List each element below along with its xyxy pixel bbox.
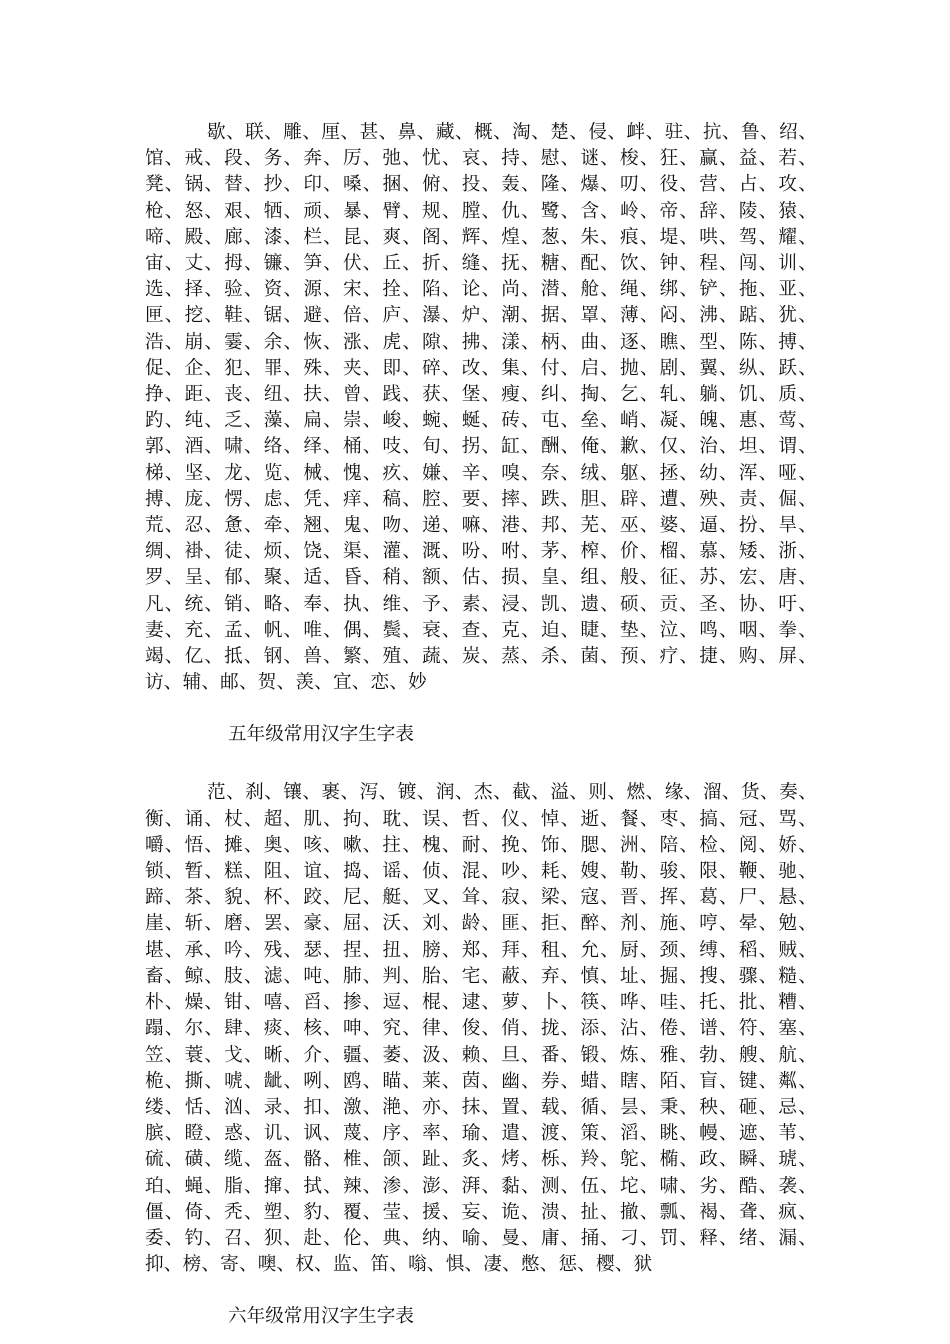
grade6-section-title: 六年级常用汉字生字表 — [228, 1306, 414, 1328]
grade5-section-title: 五年级常用汉字生字表 — [228, 724, 414, 746]
grade5-character-list: 范、刹、镶、裹、泻、镀、润、杰、截、溢、则、燃、缘、溜、货、奏、衡、诵、杖、超、肌、拘、耽、误、哲、仪、悼、逝、餐、枣、搞、冠、骂、嚼、悟、摊、奥、咳、嗽、拄、槐、耐、挽、饰、腮、洲、陪、检、阅、娇、锁、暂、糕、阻、谊、捣、谣、侦、混、吵、耗、嫂、勒、骏、限、鞭、驰、蹄、茶、貌、杯、跤、尼、艇、叉、耸、寂、梁、寇、晋、挥、葛、尸、悬、崖、斩、磨、罢、豪、屈、沃、刘、龄、匪、拒、醉、剂、施、哼、晕、勉、堪、承、吟、残、瑟、捏、扭、膀、郑、拜、租、允、厨、颈、缚、稻、贼、畜、鲸、肢、滤、吨、肺、判、胎、宅、蔽、弃、慎、址、掘、搜、骤、糙、朴、燥、钳、嘻、舀、掺、逗、棍、逮、萝、卜、筷、哗、哇、托、批、糟、蹋、尔、肆、痰、核、呻、究、律、俊、俏、拢、添、沾、倦、谱、符、塞、笠、蓑、戈、晰、介、疆、萎、汲、赖、旦、番、锻、炼、雅、勃、艘、航、桅、撕、唬、龇、咧、鸥、瞄、莱、茵、幽、券、蜡、瞎、陌、盲、键、粼、缕、恬、汹、录、扣、激、滟、亦、抹、置、载、循、昙、秉、秧、砸、忌、膑、瞪、惑、讥、讽、蔑、序、率、瑜、遣、渡、策、滔、眺、幔、遮、苇、硫、磺、缆、盔、骼、椎、颌、趾、炙、烤、栎、羚、鸵、椭、政、瞬、琥、珀、蝇、脂、撺、拭、辣、渗、澎、湃、黏、测、伍、坨、啸、劣、酷、袭、僵、倚、秃、塑、豹、覆、莹、援、妄、诡、溃、扯、撤、瓢、褐、聋、疯、委、钓、召、狈、赴、伦、典、纳、喻、曼、庸、捅、刁、罚、释、绪、漏、抑、榜、寄、噢、权、监、笛、嗡、惧、凄、憋、惩、樱、狱 — [145, 782, 817, 1276]
grade4-character-list: 歇、联、雕、厘、甚、鼻、藏、概、淘、楚、侵、衅、驻、抗、鲁、绍、馆、戒、段、务、奔、厉、弛、忧、哀、持、慰、谜、梭、狂、赢、益、若、凳、锅、替、抄、印、嗓、捆、俯、投、轰、隆、爆、叨、役、营、占、攻、枪、怒、艰、牺、顽、暴、臂、规、膛、仇、鹭、含、岭、帝、辞、陵、猿、啼、殿、廊、漆、栏、昆、爽、阁、辉、煌、葱、朱、痕、堤、哄、驾、耀、宙、丈、拇、镰、笋、伏、丘、折、缝、抚、糖、配、饮、钟、程、闯、训、选、择、验、资、源、宋、拴、陷、论、尚、潜、舱、绳、绑、铲、拖、亚、匣、挖、鞋、锯、避、倍、庐、瀑、炉、潮、据、罩、薄、闷、沸、踮、犹、浩、崩、霎、余、恢、涨、虎、隙、拂、漾、柄、曲、逐、瞧、型、陈、搏、促、企、犯、罪、殊、夹、即、碎、改、集、付、启、抛、剧、翼、纵、跃、挣、距、丧、纽、扶、曾、践、获、堡、瘦、纠、掏、乞、轧、躺、饥、质、趵、纯、乏、藻、扁、崇、峻、蜿、蜒、砖、屯、垒、峭、凝、魄、惠、莺、郭、酒、啸、络、绎、桶、吱、旬、拐、缸、酬、俺、歉、仅、治、坦、谓、梯、坚、龙、览、械、愧、疚、嫌、辛、嗅、奈、绒、躯、拯、幼、浑、哑、搏、庞、愣、虑、凭、痒、稿、腔、要、摔、跌、胆、辟、遭、殃、责、倔、荒、忍、惫、牵、翘、鬼、吻、递、嘛、港、邦、芜、巫、婆、逼、扮、旱、绸、褂、徒、烦、饶、渠、灌、溉、吩、咐、茅、榨、价、榴、慕、矮、浙、罗、呈、郁、聚、适、昏、稍、额、估、损、皇、组、般、征、苏、宏、唐、凡、统、销、略、奉、执、维、予、素、浸、凯、遗、硕、贡、圣、协、吁、妻、充、孟、帆、唯、偶、鬓、衰、查、克、迫、睫、垫、泣、鸣、咽、拳、竭、亿、抵、钢、兽、繁、殖、蔬、炭、蒸、杀、菌、预、疗、捷、购、屏、访、辅、邮、贺、羡、宜、恋、妙 — [145, 122, 817, 694]
document-page — [145, 120, 817, 1330]
